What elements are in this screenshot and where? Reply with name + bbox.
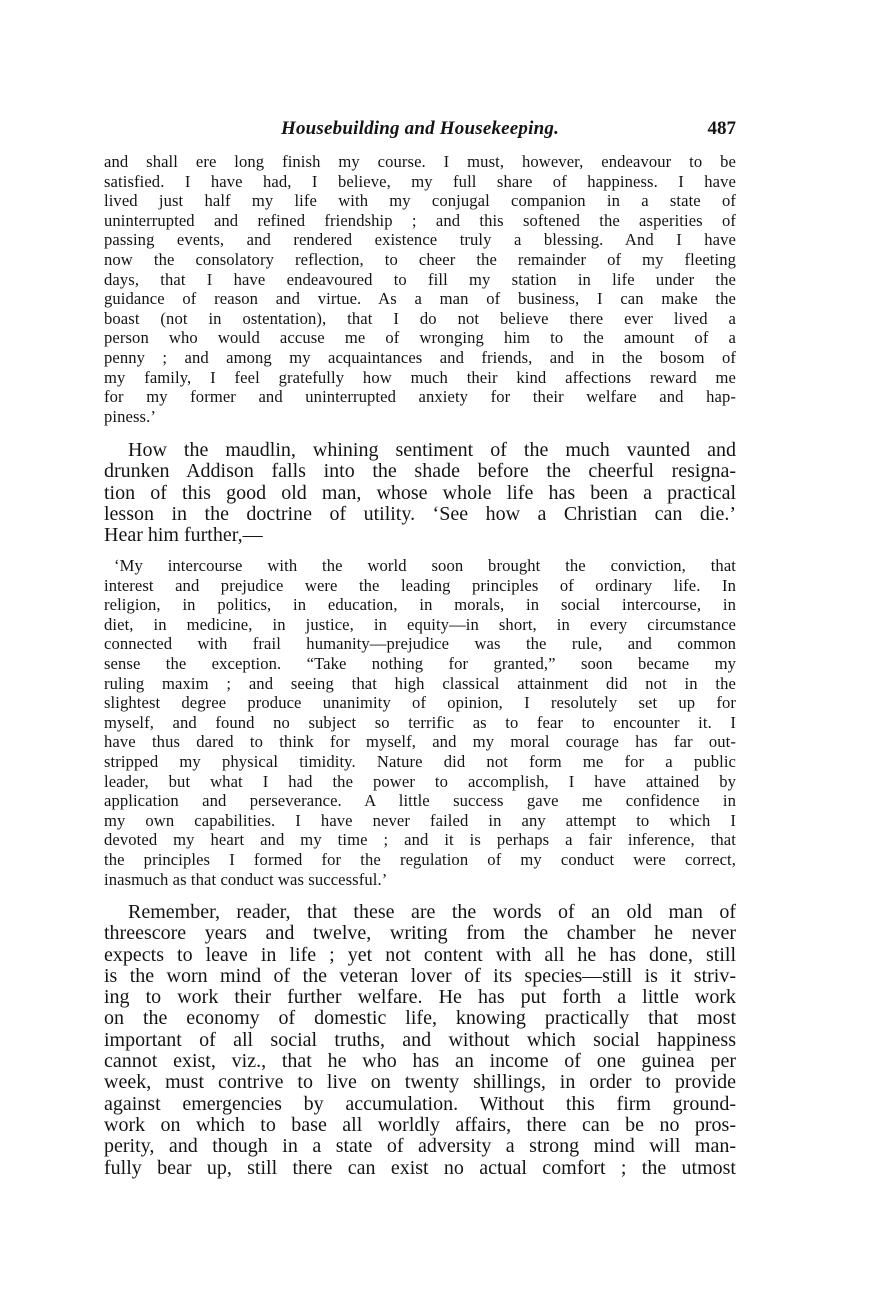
text-line: slightest degree produce unanimity of opinion, I resolutely set up for <box>104 693 736 713</box>
text-line: cannot exist, viz., that he who has an income of one guinea per <box>104 1051 736 1073</box>
page-number: 487 <box>707 118 736 139</box>
text-line: religion, in politics, in education, in morals, in social intercourse, in <box>104 595 736 615</box>
text-line: perity, and though in a state of adversity a strong mind will man- <box>104 1136 736 1158</box>
text-line: days, that I have endeavoured to fill my station in life under the <box>104 269 736 289</box>
paragraph-2 <box>104 902 736 1179</box>
text-line: lived just half my life with my conjugal companion in a state of <box>104 191 736 211</box>
text-line: drunken Addison falls into the shade before the cheerful resigna- <box>104 461 736 483</box>
text-line: person who would accuse me of wronging him to the amount of a <box>104 328 736 348</box>
text-line: fully bear up, still there can exist no actual comfort ; the utmost <box>104 1157 736 1179</box>
text-line: ‘My intercourse with the world soon brought the conviction, that <box>114 556 736 575</box>
text-line: week, must contrive to live on twenty shillings, in order to provide <box>104 1072 736 1094</box>
text-line: lesson in the doctrine of utility. ‘See how a Christian can die.’ <box>104 503 736 525</box>
text-line: satisfied. I have had, I believe, my full share of happiness. I have <box>104 171 736 191</box>
text-line: piness.’ <box>104 406 156 426</box>
text-line: have thus dared to think for myself, and my moral courage has far out- <box>104 732 736 752</box>
text-line: uninterrupted and refined friendship ; and this softened the asperities of <box>104 210 736 230</box>
text-line: connected with frail humanity—prejudice was the rule, and common <box>104 634 736 654</box>
text-line: expects to leave in life ; yet not content with all he has done, still <box>104 944 736 966</box>
text-line: diet, in medicine, in justice, in equity—in short, in every circumstance <box>104 614 736 634</box>
text-line: Hear him further,— <box>104 525 263 547</box>
text-line: against emergencies by accumulation. Without this firm ground- <box>104 1093 736 1115</box>
text-line: tion of this good old man, whose whole life has been a practical <box>104 482 736 504</box>
text-line: the principles I formed for the regulation of my conduct were correct, <box>104 849 736 869</box>
text-line: passing events, and rendered existence truly a blessing. And I have <box>104 230 736 250</box>
text-line: devoted my heart and my time ; and it is perhaps a fair inference, that <box>104 830 736 850</box>
text-line: application and perseverance. A little success gave me confidence in <box>104 791 736 811</box>
paragraph-1 <box>104 440 736 546</box>
text-line: threescore years and twelve, writing from the chamber he never <box>104 923 736 945</box>
text-line: ing to work their further welfare. He has put forth a little work <box>104 987 736 1009</box>
text-line: stripped my physical timidity. Nature did not form me for a public <box>104 751 736 771</box>
text-line: for my former and uninterrupted anxiety for their welfare and hap- <box>104 387 736 407</box>
text-line: interest and prejudice were the leading principles of ordinary life. In <box>104 575 736 595</box>
quote-block-1 <box>104 152 736 426</box>
quote-block-2 <box>104 556 736 889</box>
text-line: my family, I feel gratefully how much their kind affections reward me <box>104 367 736 387</box>
text-line: important of all social truths, and without which social happiness <box>104 1029 736 1051</box>
text-line: guidance of reason and virtue. As a man of business, I can make the <box>104 289 736 309</box>
text-line: penny ; and among my acquaintances and friends, and in the bosom of <box>104 347 736 367</box>
text-line: myself, and found no subject so terrific as to fear to encounter it. I <box>104 712 736 732</box>
text-line: Remember, reader, that these are the words of an old man of <box>128 902 736 923</box>
text-line: sense the exception. “Take nothing for granted,” soon became my <box>104 653 736 673</box>
text-line: is the worn mind of the veteran lover of its species—still is it striv- <box>104 965 736 987</box>
text-line: ruling maxim ; and seeing that high classical attainment did not in the <box>104 673 736 693</box>
text-line: on the economy of domestic life, knowing practically that most <box>104 1008 736 1030</box>
running-title: Housebuilding and Housekeeping. <box>280 118 560 139</box>
text-line: my own capabilities. I have never failed in any attempt to which I <box>104 810 736 830</box>
text-line: work on which to base all worldly affairs, there can be no pros- <box>104 1114 736 1136</box>
text-line: boast (not in ostentation), that I do not believe there ever lived a <box>104 308 736 328</box>
page-header <box>104 118 736 146</box>
text-line: leader, but what I had the power to accomplish, I have attained by <box>104 771 736 791</box>
text-line: now the consolatory reflection, to cheer the remainder of my fleeting <box>104 249 736 269</box>
text-line: inasmuch as that conduct was successful.’ <box>104 869 388 889</box>
text-line: How the maudlin, whining sentiment of the much vaunted and <box>128 440 736 461</box>
text-line: and shall ere long finish my course. I must, however, endeavour to be <box>104 152 736 171</box>
